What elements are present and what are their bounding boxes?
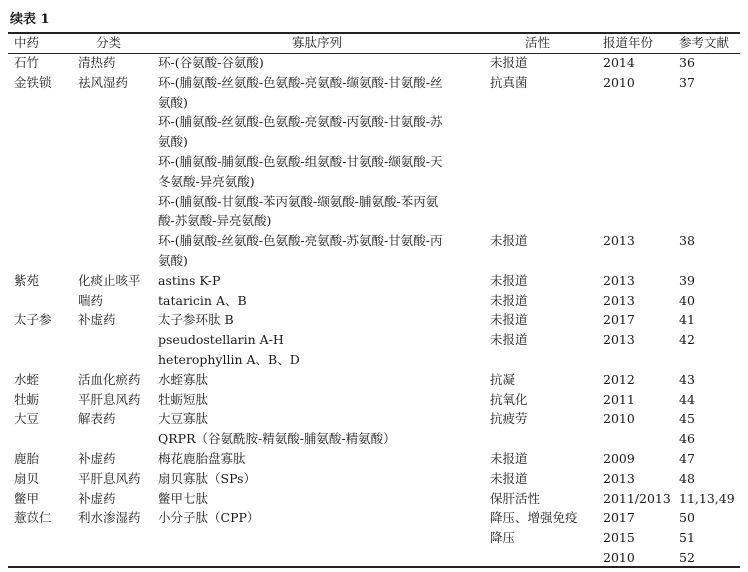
header-year: 报道年份 xyxy=(603,35,654,50)
cell-year: 2017 xyxy=(603,510,635,526)
cell-sequence: 大豆寡肽 xyxy=(158,411,209,427)
cell-category: 活血化瘀药 xyxy=(78,371,141,387)
cell-herb: 紫苑 xyxy=(14,272,40,288)
cell-year: 2011 xyxy=(603,391,635,407)
cell-sequence: 环-(脯氨酸-脯氨酸-色氨酸-组氨酸-甘氨酸-缬氨酸-天 xyxy=(158,154,443,169)
cell-ref: 41 xyxy=(679,312,695,328)
cell-ref: 44 xyxy=(679,391,695,407)
cell-sequence: 环-(脯氨酸-丝氨酸-色氨酸-亮氨酸-丙氨酸-甘氨酸-苏 xyxy=(158,114,443,130)
cell-sequence: 环-(谷氨酸-谷氨酸) xyxy=(158,55,264,70)
cell-sequence: heterophyllin A、B、D xyxy=(158,352,300,367)
cell-year: 2013 xyxy=(603,272,635,288)
cell-activity: 未报道 xyxy=(490,312,528,328)
cell-year: 2014 xyxy=(603,55,635,70)
cell-herb: 薏苡仁 xyxy=(14,510,52,526)
cell-year: 2010 xyxy=(603,411,635,427)
cell-activity: 未报道 xyxy=(490,55,528,70)
cell-sequence: 环-(脯氨酸-丝氨酸-色氨酸-亮氨酸-缬氨酸-甘氨酸-丝 xyxy=(158,74,443,90)
cell-ref: 36 xyxy=(679,55,695,70)
cell-activity: 抗凝 xyxy=(490,371,516,387)
cell-year: 2010 xyxy=(603,550,635,565)
cell-herb: 鳖甲 xyxy=(14,490,40,506)
cell-activity: 未报道 xyxy=(490,233,528,249)
cell-year: 2010 xyxy=(603,74,635,90)
cell-sequence: 牡蛎短肽 xyxy=(158,391,209,407)
cell-category: 喘药 xyxy=(78,292,104,308)
cell-sequence: 梅花鹿胎盘寡肽 xyxy=(158,451,246,466)
cell-ref: 50 xyxy=(679,510,695,526)
cell-ref: 38 xyxy=(679,233,695,249)
cell-category: 清热药 xyxy=(78,55,116,70)
cell-herb: 石竹 xyxy=(14,55,40,70)
cell-year: 2015 xyxy=(603,530,635,546)
cell-category: 补虚药 xyxy=(78,451,116,466)
cell-ref: 47 xyxy=(679,451,695,466)
cell-sequence: 环-(脯氨酸-丝氨酸-色氨酸-亮氨酸-苏氨酸-甘氨酸-丙 xyxy=(158,233,443,249)
cell-category: 平肝息风药 xyxy=(78,470,141,486)
cell-sequence: astins K-P xyxy=(158,272,221,288)
cell-activity: 降压、增强免疫 xyxy=(490,510,578,526)
cell-ref: 51 xyxy=(679,530,695,546)
cell-sequence: 太子参环肽 B xyxy=(158,312,234,328)
cell-year: 2009 xyxy=(603,451,635,466)
cell-ref: 46 xyxy=(679,431,695,447)
cell-activity: 抗氧化 xyxy=(490,391,528,407)
cell-ref: 42 xyxy=(679,332,695,348)
cell-herb: 牡蛎 xyxy=(14,391,40,407)
header-ref: 参考文献 xyxy=(679,35,730,50)
cell-sequence: 环-(脯氨酸-甘氨酸-苯丙氨酸-缬氨酸-脯氨酸-苯丙氨 xyxy=(158,193,439,209)
cell-activity: 抗疲劳 xyxy=(490,411,528,427)
cell-ref: 43 xyxy=(679,371,695,387)
cell-category: 补虚药 xyxy=(78,490,116,506)
bottom-rule xyxy=(8,566,740,568)
cell-herb: 水蛭 xyxy=(14,371,40,387)
cell-ref: 11,13,49 xyxy=(679,490,735,506)
cell-sequence: 氨酸) xyxy=(158,253,188,268)
cell-sequence: tataricin A、B xyxy=(158,292,247,308)
cell-herb: 大豆 xyxy=(14,411,40,427)
cell-sequence: 鳖甲七肽 xyxy=(158,490,209,506)
header-category: 分类 xyxy=(96,35,122,50)
cell-category: 祛风湿药 xyxy=(78,74,129,90)
cell-activity: 保肝活性 xyxy=(490,490,541,506)
cell-sequence: 水蛭寡肽 xyxy=(158,371,209,387)
table-title: 续表 1 xyxy=(10,12,50,27)
cell-year: 2011/2013 xyxy=(603,490,671,506)
cell-activity: 抗真菌 xyxy=(490,74,528,90)
header-activity: 活性 xyxy=(525,35,551,50)
cell-category: 解表药 xyxy=(78,411,116,427)
cell-herb: 鹿胎 xyxy=(14,451,40,466)
cell-activity: 未报道 xyxy=(490,272,528,288)
cell-sequence: QRPR（谷氨酰胺-精氨酸-脯氨酸-精氨酸） xyxy=(158,431,396,447)
cell-herb: 金铁锁 xyxy=(14,74,52,90)
cell-category: 化痰止咳平 xyxy=(78,272,141,288)
cell-category: 补虚药 xyxy=(78,312,116,328)
cell-sequence: pseudostellarin A-H xyxy=(158,332,284,348)
header-herb: 中药 xyxy=(14,35,40,50)
cell-year: 2012 xyxy=(603,371,635,387)
cell-herb: 太子参 xyxy=(14,312,52,328)
cell-sequence: 冬氨酸-异亮氨酸) xyxy=(158,173,255,189)
cell-sequence: 小分子肽（CPP） xyxy=(158,510,260,526)
cell-sequence: 酸-苏氨酸-异亮氨酸) xyxy=(158,213,272,229)
cell-ref: 40 xyxy=(679,292,695,308)
cell-ref: 48 xyxy=(679,470,695,486)
cell-year: 2013 xyxy=(603,292,635,308)
cell-activity: 未报道 xyxy=(490,451,528,466)
cell-category: 利水渗湿药 xyxy=(78,510,141,526)
cell-activity: 未报道 xyxy=(490,332,528,348)
cell-activity: 降压 xyxy=(490,530,516,546)
cell-activity: 未报道 xyxy=(490,470,528,486)
cell-activity: 未报道 xyxy=(490,292,528,308)
cell-sequence: 氨酸) xyxy=(158,94,188,110)
cell-year: 2013 xyxy=(603,470,635,486)
cell-sequence: 氨酸) xyxy=(158,134,188,150)
cell-ref: 37 xyxy=(679,74,695,90)
cell-category: 平肝息风药 xyxy=(78,391,141,407)
cell-ref: 45 xyxy=(679,411,695,427)
cell-sequence: 扇贝寡肽（SPs） xyxy=(158,470,257,486)
cell-ref: 39 xyxy=(679,272,695,288)
cell-herb: 扇贝 xyxy=(14,470,40,486)
cell-year: 2013 xyxy=(603,233,635,249)
header-sequence: 寡肽序列 xyxy=(292,35,343,50)
cell-year: 2013 xyxy=(603,332,635,348)
cell-year: 2017 xyxy=(603,312,635,328)
cell-ref: 52 xyxy=(679,550,695,565)
